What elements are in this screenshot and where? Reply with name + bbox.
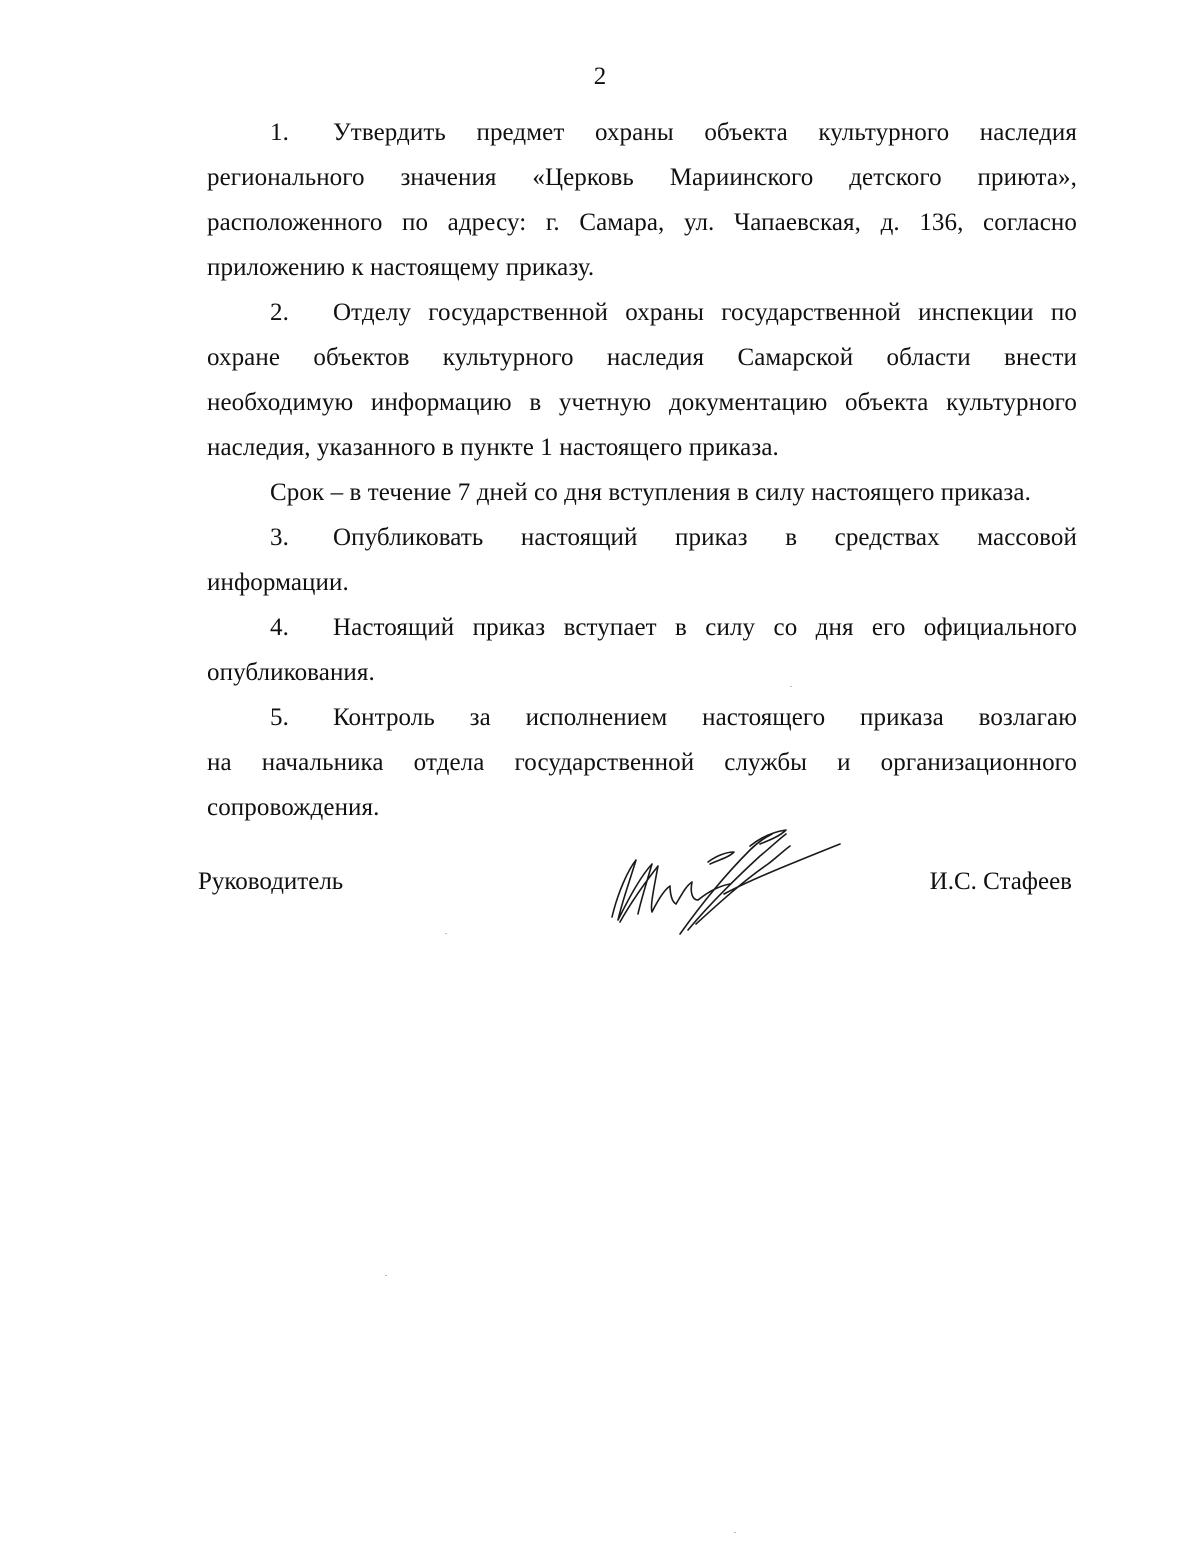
item-1-line-2: регионального значения «Церковь Мариинского детского приюта», — [207, 164, 1077, 191]
scan-speck — [385, 1275, 387, 1276]
signatory-name: И.С. Стафеев — [929, 868, 1072, 895]
list-item-2 — [207, 290, 1077, 470]
item-1-number: 1. — [270, 119, 289, 146]
list-item-4 — [207, 605, 1077, 695]
signatory-position: Руководитель — [198, 868, 344, 895]
item-4-number: 4. — [270, 614, 289, 641]
item-5-number: 5. — [270, 704, 289, 731]
item-3-line-2: информации. — [207, 569, 349, 596]
item-3-number: 3. — [270, 524, 289, 551]
scan-speck — [445, 933, 447, 934]
item-2-line-4: наследия, указанного в пункте 1 настоящего приказа. — [207, 434, 779, 461]
item-5-line-1: 5. Контроль за исполнением настоящего приказа возлагаю — [207, 695, 1077, 740]
item-5-line-2: на начальника отдела государственной службы и организационного — [207, 749, 1077, 776]
scan-speck — [790, 686, 792, 687]
item-4-line-1: 4. Настоящий приказ вступает в силу со дня его официального — [207, 605, 1077, 650]
item-5-line-3: сопровождения. — [207, 794, 380, 821]
item-4-line-2: опубликования. — [207, 659, 375, 686]
item-2-number: 2. — [270, 299, 289, 326]
page-number: 2 — [593, 63, 607, 90]
item-3-line-1: 3. Опубликовать настоящий приказ в средствах массовой — [207, 515, 1077, 560]
list-item-1 — [207, 110, 1077, 290]
deadline-paragraph — [207, 470, 1077, 515]
item-1-line-3: расположенного по адресу: г. Самара, ул. Чапаевская, д. 136, согласно — [207, 209, 1077, 236]
deadline-line: Срок – в течение 7 дней со дня вступления в силу настоящего приказа. — [270, 479, 1031, 506]
list-item-3 — [207, 515, 1077, 605]
item-2-line-1: 2. Отделу государственной охраны государственной инспекции по — [207, 290, 1077, 335]
item-1-line-4: приложению к настоящему приказу. — [207, 254, 595, 281]
scan-speck — [734, 1532, 736, 1533]
item-2-line-3: необходимую информацию в учетную документацию объекта культурного — [207, 389, 1077, 416]
list-item-5 — [207, 695, 1077, 830]
item-2-line-2: охране объектов культурного наследия Самарской области внести — [207, 344, 1077, 371]
item-1-line-1: 1. Утвердить предмет охраны объекта культурного наследия — [207, 110, 1077, 155]
handwritten-signature — [600, 822, 845, 937]
